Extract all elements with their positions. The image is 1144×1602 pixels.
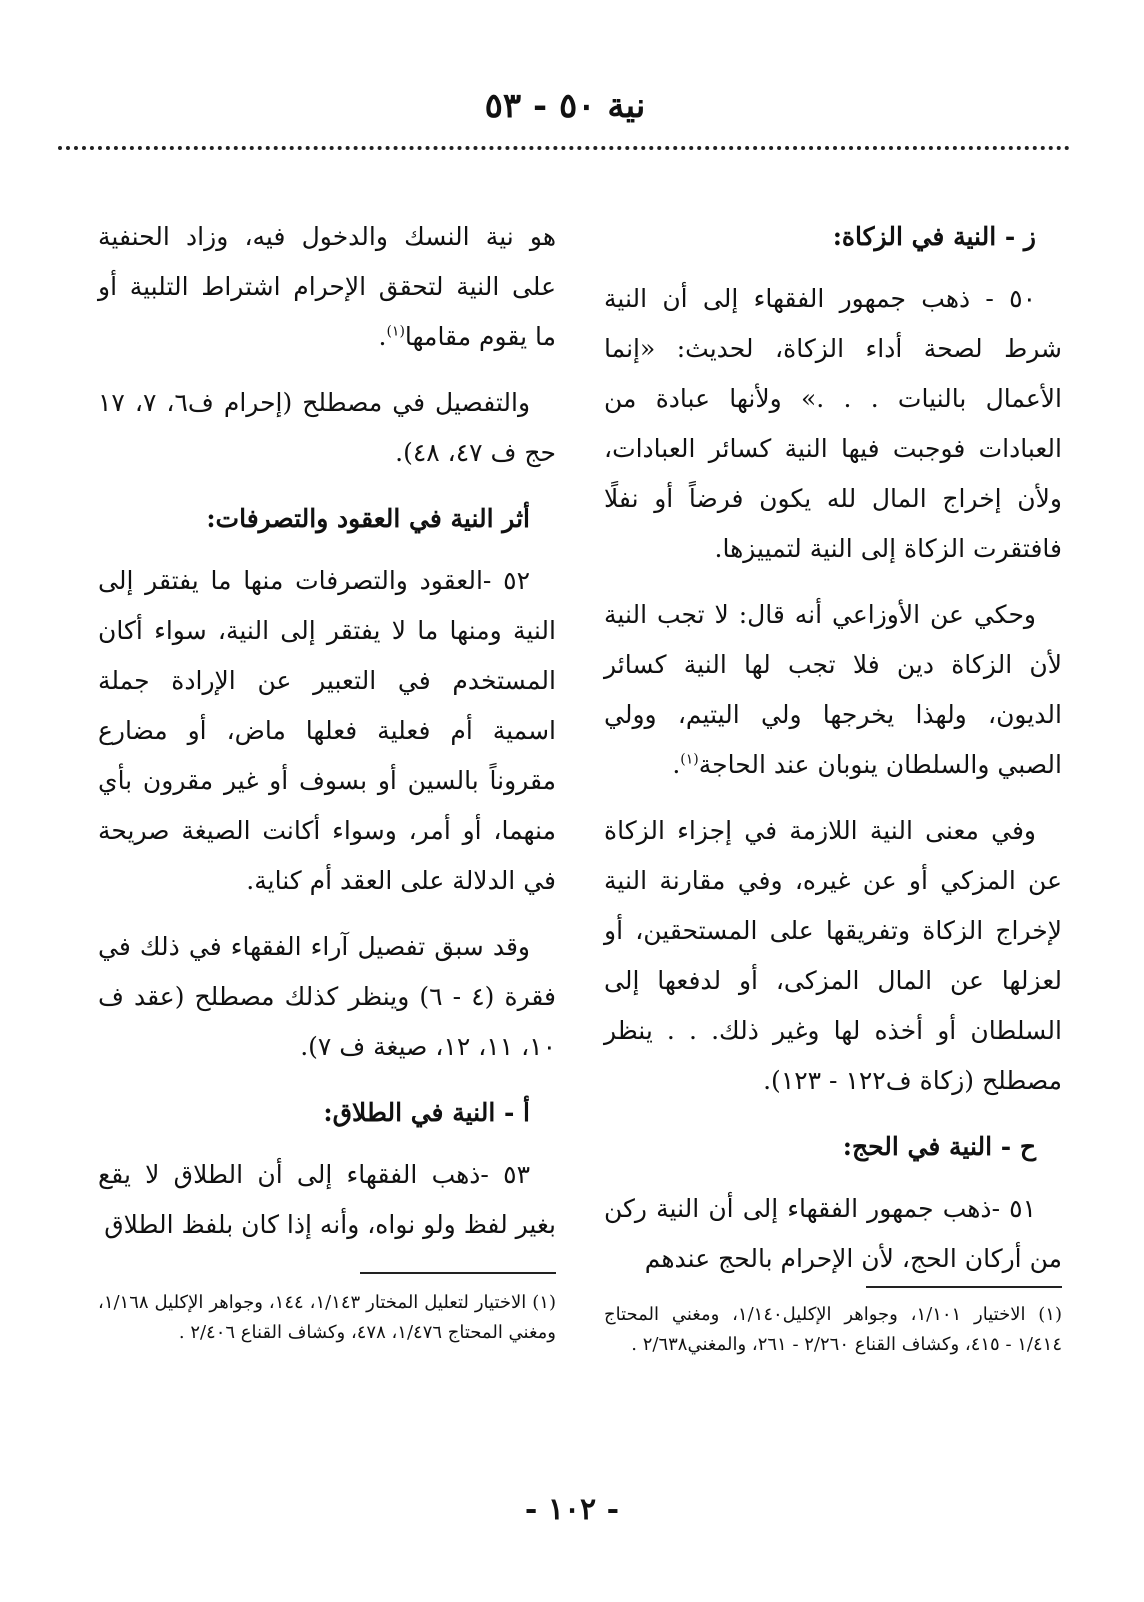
section-heading-talaq: أ - النية في الطلاق: — [323, 1098, 530, 1127]
header-dotted-divider — [58, 146, 1070, 150]
footnote-left: (١) الاختيار لتعليل المختار ١/١٤٣، ١٤٤، وجواهر الإكليل ١/١٦٨، ومغني المحتاج ١/٤٧٦، ٤٧٨، وكشاف القناع ٢/٤٠٦ . — [98, 1292, 556, 1343]
right-column — [604, 212, 1062, 1300]
page-number: - ١٠٢ - — [524, 1492, 620, 1527]
page-header-title: نية ٥٠ - ٥٣ — [484, 86, 646, 126]
paragraph-continuation-end: . — [378, 322, 387, 351]
paragraph-52: ٥٢ -العقود والتصرفات منها ما يفتقر إلى النية ومنها ما لا يفتقر إلى النية، سواء أكان المستخدم في التعبير عن الإرادة جملة اسمية أم فعلية فعلها ماض، أو مضارع مقروناً بالسين أو بسوف أو غير مقرون بأي منهما، أو أمر، وسواء أكانت الصيغة صريحة في الدلالة على العقد أم كناية. — [98, 566, 556, 895]
section-heading-contracts: أثر النية في العقود والتصرفات: — [206, 504, 530, 533]
paragraph-awzai-text: وحكي عن الأوزاعي أنه قال: لا تجب النية لأن الزكاة دين فلا تجب لها النية كسائر الديون، ولهذا يخرجها ولي اليتيم، وولي الصبي والسلطان ينوبان عند الحاجة — [604, 600, 1062, 779]
paragraph-awzai-end: . — [672, 750, 681, 779]
paragraph-previous: وقد سبق تفصيل آراء الفقهاء في ذلك في فقرة (٤ - ٦) وينظر كذلك مصطلح (عقد ف ١٠، ١١، ١٢، صيغة ف ٧). — [98, 932, 556, 1061]
paragraph-continuation-text: هو نية النسك والدخول فيه، وزاد الحنفية على النية لتحقق الإحرام اشتراط التلبية أو ما يقوم مقامها — [98, 222, 556, 351]
footnote-ref: (١) — [386, 323, 405, 340]
paragraph-51: ٥١ -ذهب جمهور الفقهاء إلى أن النية ركن من أركان الحج، لأن الإحرام بالحج عندهم — [604, 1194, 1062, 1273]
footnote-rule-right — [866, 1286, 1062, 1288]
paragraph-detail: والتفصيل في مصطلح (إحرام ف٦، ٧، ١٧ حج ف ٤٧، ٤٨). — [98, 388, 556, 467]
paragraph-zakat-meaning: وفي معنى النية اللازمة في إجزاء الزكاة عن المزكي أو عن غيره، وفي مقارنة النية لإخراج الزكاة وتفريقها على المستحقين، أو لعزلها عن المال المزكى، أو لدفعها إلى السلطان أو أخذه لها وغير ذلك. . . ينظر مصطلح (زكاة ف١٢٢ - ١٢٣). — [604, 816, 1062, 1095]
footnote-ref: (١) — [680, 751, 699, 768]
footnote-right: (١) الاختيار ١/١٠١، وجواهر الإكليل١/١٤٠، ومغني المحتاج ١/٤١٤ - ٤١٥، وكشاف القناع ٢/٢٦٠ - ٢٦١، والمغني٢/٦٣٨ . — [604, 1304, 1062, 1355]
section-heading-hajj: ح - النية في الحج: — [842, 1132, 1036, 1161]
left-column — [98, 212, 556, 1266]
paragraph-awzai — [604, 590, 1062, 790]
paragraph-continuation — [98, 212, 556, 362]
footnote-rule-left — [360, 1272, 556, 1274]
section-heading-zakat: ز - النية في الزكاة: — [832, 222, 1036, 251]
paragraph-53: ٥٣ -ذهب الفقهاء إلى أن الطلاق لا يقع بغير لفظ ولو نواه، وأنه إذا كان بلفظ الطلاق — [98, 1160, 556, 1239]
paragraph-50: ٥٠ - ذهب جمهور الفقهاء إلى أن النية شرط لصحة أداء الزكاة، لحديث: «إنما الأعمال بالنيات . . .» ولأنها عبادة من العبادات فوجبت فيها النية كسائر العبادات، ولأن إخراج المال لله يكون فرضاً أو نفلًا فافتقرت الزكاة إلى النية لتمييزها. — [604, 284, 1062, 563]
